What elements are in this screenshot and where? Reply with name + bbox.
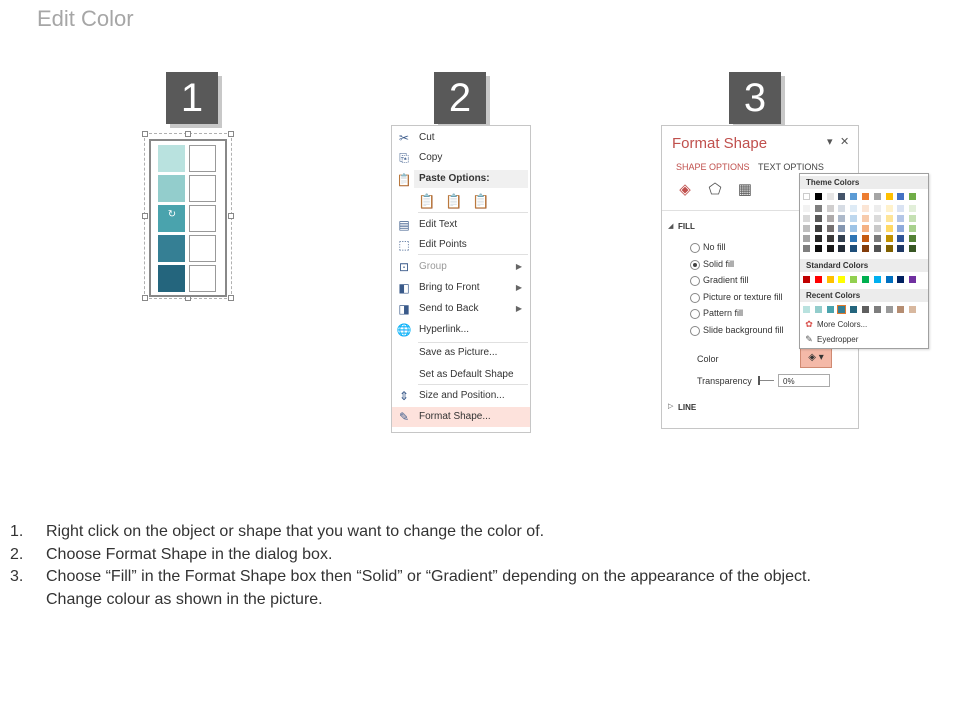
fill-option-label[interactable]: Solid fill bbox=[703, 258, 735, 269]
paste-merge-icon[interactable]: 📋 bbox=[445, 193, 463, 209]
paste-keep-formatting-icon[interactable]: 📋 bbox=[418, 193, 436, 209]
shape-cell-colored[interactable] bbox=[158, 145, 185, 172]
recent-color-swatch[interactable] bbox=[886, 306, 893, 313]
resize-handle[interactable] bbox=[185, 131, 191, 137]
list-item-number: 2. bbox=[10, 545, 24, 563]
standard-color-swatch[interactable] bbox=[850, 276, 857, 283]
resize-handle[interactable] bbox=[142, 295, 148, 301]
theme-shade-swatch[interactable] bbox=[815, 215, 822, 222]
recent-color-swatch[interactable] bbox=[862, 306, 869, 313]
standard-colors-header: Standard Colors bbox=[800, 259, 928, 272]
standard-color-swatch[interactable] bbox=[886, 276, 893, 283]
theme-color-swatch[interactable] bbox=[886, 193, 893, 200]
menu-item-edit-points[interactable] bbox=[392, 235, 530, 255]
fill-option-label[interactable]: Picture or texture fill bbox=[703, 291, 783, 302]
fill-line-icon[interactable]: ◈ bbox=[679, 181, 691, 198]
submenu-arrow-icon: ▶ bbox=[515, 304, 522, 313]
theme-shade-swatch[interactable] bbox=[886, 215, 893, 222]
fill-radio[interactable] bbox=[690, 309, 700, 319]
fill-color-button[interactable]: ◈ ▾ bbox=[800, 348, 832, 368]
theme-shade-swatch[interactable] bbox=[803, 215, 810, 222]
pane-options-icon[interactable]: ▾ bbox=[827, 136, 833, 148]
theme-colors-header: Theme Colors bbox=[800, 176, 928, 189]
theme-shade-swatch[interactable] bbox=[897, 215, 904, 222]
theme-shade-swatch[interactable] bbox=[886, 205, 893, 212]
menu-item-label: Hyperlink... bbox=[419, 324, 470, 335]
menu-item-label: Edit Text bbox=[419, 219, 458, 230]
theme-shade-swatch[interactable] bbox=[862, 215, 869, 222]
theme-shade-swatch[interactable] bbox=[874, 205, 881, 212]
transparency-label: Transparency bbox=[697, 376, 752, 386]
theme-shade-swatch[interactable] bbox=[827, 245, 834, 252]
theme-shade-swatch[interactable] bbox=[850, 215, 857, 222]
list-item-number: 3. bbox=[10, 568, 24, 585]
theme-shade-swatch[interactable] bbox=[838, 205, 845, 212]
shape-grid bbox=[149, 139, 227, 297]
color-label: Color bbox=[697, 354, 719, 364]
menu-item-bring-to-front[interactable] bbox=[392, 278, 530, 298]
theme-shade-swatch[interactable] bbox=[850, 205, 857, 212]
list-item bbox=[10, 521, 950, 544]
theme-shade-swatch[interactable] bbox=[862, 205, 869, 212]
theme-shade-swatch[interactable] bbox=[850, 225, 857, 232]
effects-icon[interactable]: ⬠ bbox=[708, 181, 722, 198]
menu-item-format-shape[interactable] bbox=[392, 407, 530, 427]
theme-color-swatch[interactable] bbox=[850, 193, 857, 200]
menu-item-size-and-position[interactable] bbox=[392, 386, 530, 406]
instructions-list bbox=[10, 521, 950, 611]
menu-separator bbox=[418, 342, 528, 343]
more-colors-link[interactable]: More Colors... bbox=[817, 320, 868, 329]
theme-shade-swatch[interactable] bbox=[862, 225, 869, 232]
list-item-text: Right click on the object or shape that you want to change the color of. bbox=[46, 523, 545, 540]
fill-option-label[interactable]: Gradient fill bbox=[703, 275, 749, 285]
standard-color-swatch[interactable] bbox=[897, 276, 904, 283]
send-back-icon: ◨ bbox=[398, 302, 410, 316]
theme-shade-swatch[interactable] bbox=[886, 225, 893, 232]
theme-shade-swatch[interactable] bbox=[827, 235, 834, 242]
menu-item-label: Format Shape... bbox=[419, 411, 491, 422]
color-palette bbox=[799, 173, 929, 349]
theme-shade-swatch[interactable] bbox=[897, 205, 904, 212]
theme-shade-swatch[interactable] bbox=[850, 245, 857, 252]
theme-shade-swatch[interactable] bbox=[838, 225, 845, 232]
menu-item-group[interactable] bbox=[392, 257, 530, 277]
resize-handle[interactable] bbox=[228, 295, 234, 301]
theme-shade-swatch[interactable] bbox=[803, 245, 810, 252]
transparency-input[interactable]: 0% bbox=[778, 374, 830, 387]
resize-handle[interactable] bbox=[228, 213, 234, 219]
submenu-arrow-icon: ▶ bbox=[515, 262, 522, 271]
list-item-number: 1. bbox=[10, 523, 24, 540]
group-icon: ⊡ bbox=[398, 260, 410, 274]
step-2-badge: 2 bbox=[434, 72, 486, 124]
rotate-handle-icon[interactable]: ↻ bbox=[167, 209, 177, 220]
paste-options-header: Paste Options: bbox=[414, 170, 528, 188]
shape-cell-blank[interactable] bbox=[189, 205, 216, 232]
bring-front-icon: ◧ bbox=[398, 281, 410, 295]
theme-shade-swatch[interactable] bbox=[874, 245, 881, 252]
theme-shade-swatch[interactable] bbox=[862, 245, 869, 252]
menu-item-label: Bring to Front bbox=[419, 282, 480, 293]
theme-color-swatch[interactable] bbox=[838, 193, 845, 200]
tab-shape-options[interactable]: SHAPE OPTIONS bbox=[676, 162, 750, 172]
resize-handle[interactable] bbox=[228, 131, 234, 137]
theme-shade-swatch[interactable] bbox=[838, 215, 845, 222]
theme-shade-swatch[interactable] bbox=[909, 225, 916, 232]
step-1-badge: 1 bbox=[166, 72, 218, 124]
recent-color-swatch[interactable] bbox=[850, 306, 857, 313]
scissors-icon: ✂ bbox=[398, 131, 410, 145]
theme-shade-swatch[interactable] bbox=[909, 215, 916, 222]
recent-color-swatch[interactable] bbox=[897, 306, 904, 313]
selected-shape-group[interactable] bbox=[144, 133, 232, 299]
resize-handle[interactable] bbox=[142, 213, 148, 219]
list-item-text: Choose “Fill” in the Format Shape box then “Solid” or “Gradient” depending on the appearance of the object. bbox=[46, 568, 811, 585]
fill-section-header[interactable]: FILL bbox=[678, 222, 695, 231]
menu-item-label: Edit Points bbox=[419, 239, 467, 250]
step-3-badge: 3 bbox=[729, 72, 781, 124]
theme-shade-swatch[interactable] bbox=[874, 235, 881, 242]
standard-color-swatch[interactable] bbox=[874, 276, 881, 283]
list-item bbox=[10, 589, 950, 612]
theme-shade-swatch[interactable] bbox=[815, 245, 822, 252]
theme-color-swatch[interactable] bbox=[874, 193, 881, 200]
edit-text-icon: ▤ bbox=[398, 218, 410, 232]
theme-shade-swatch[interactable] bbox=[909, 205, 916, 212]
copy-icon: ⎘ bbox=[399, 151, 409, 165]
theme-shade-swatch[interactable] bbox=[874, 225, 881, 232]
shape-cell-blank[interactable] bbox=[189, 235, 216, 262]
theme-shade-swatch[interactable] bbox=[815, 205, 822, 212]
standard-color-swatch[interactable] bbox=[827, 276, 834, 283]
theme-color-swatch[interactable] bbox=[815, 193, 822, 200]
theme-shade-swatch[interactable] bbox=[827, 205, 834, 212]
theme-shade-swatch[interactable] bbox=[803, 205, 810, 212]
shape-cell-colored[interactable] bbox=[158, 265, 185, 292]
theme-shade-swatch[interactable] bbox=[838, 245, 845, 252]
theme-shade-swatch[interactable] bbox=[909, 245, 916, 252]
slide-title: Edit Color bbox=[37, 6, 134, 31]
theme-shade-swatch[interactable] bbox=[886, 245, 893, 252]
menu-item-label: Send to Back bbox=[419, 303, 479, 314]
theme-shade-swatch[interactable] bbox=[815, 225, 822, 232]
menu-item-label: Size and Position... bbox=[419, 390, 505, 401]
recent-color-swatch[interactable] bbox=[838, 306, 845, 313]
menu-item-edit-text[interactable] bbox=[392, 215, 530, 235]
fill-option-label[interactable]: No fill bbox=[703, 242, 726, 252]
recent-color-swatch[interactable] bbox=[909, 306, 916, 313]
resize-handle[interactable] bbox=[142, 131, 148, 137]
paste-picture-icon[interactable]: 📋 bbox=[472, 193, 490, 209]
menu-separator bbox=[418, 254, 528, 255]
theme-shade-swatch[interactable] bbox=[909, 235, 916, 242]
theme-shade-swatch[interactable] bbox=[827, 215, 834, 222]
menu-item-label: Set as Default Shape bbox=[419, 369, 514, 380]
collapse-icon[interactable]: ◢ bbox=[668, 223, 674, 230]
recent-color-swatch[interactable] bbox=[803, 306, 810, 313]
theme-shade-swatch[interactable] bbox=[803, 235, 810, 242]
list-item bbox=[10, 566, 950, 589]
theme-color-swatch[interactable] bbox=[803, 193, 810, 200]
shape-cell-colored[interactable] bbox=[158, 175, 185, 202]
menu-separator bbox=[418, 384, 528, 385]
format-shape-icon: ✎ bbox=[398, 410, 410, 424]
menu-item-set-as-default-shape[interactable] bbox=[392, 365, 530, 385]
list-item-text: Change colour as shown in the picture. bbox=[46, 590, 323, 608]
theme-shade-swatch[interactable] bbox=[897, 245, 904, 252]
edit-points-icon: ⬚ bbox=[398, 238, 410, 252]
shape-cell-blank[interactable] bbox=[189, 175, 216, 202]
menu-item-cut[interactable] bbox=[392, 128, 530, 148]
standard-color-swatch[interactable] bbox=[803, 276, 810, 283]
theme-color-swatch[interactable] bbox=[862, 193, 869, 200]
recent-color-swatch[interactable] bbox=[874, 306, 881, 313]
fill-radio[interactable] bbox=[690, 260, 700, 270]
theme-shade-swatch[interactable] bbox=[897, 235, 904, 242]
shape-cell-blank[interactable] bbox=[189, 265, 216, 292]
size-properties-icon[interactable]: ▦ bbox=[737, 181, 753, 198]
eyedropper-link[interactable]: Eyedropper bbox=[817, 335, 859, 344]
more-colors-icon: ✿ bbox=[805, 319, 813, 329]
theme-shade-swatch[interactable] bbox=[897, 225, 904, 232]
tab-text-options[interactable]: TEXT OPTIONS bbox=[758, 162, 824, 172]
fill-option-label[interactable]: Slide background fill bbox=[703, 324, 784, 335]
shape-cell-colored[interactable] bbox=[158, 235, 185, 262]
size-position-icon: ⇕ bbox=[398, 389, 410, 403]
menu-item-label: Cut bbox=[419, 132, 435, 143]
shape-cell-blank[interactable] bbox=[189, 145, 216, 172]
context-menu bbox=[391, 125, 531, 433]
theme-color-swatch[interactable] bbox=[909, 193, 916, 200]
recent-colors-header: Recent Colors bbox=[800, 289, 928, 302]
close-icon[interactable]: ✕ bbox=[840, 136, 850, 148]
menu-item-send-to-back[interactable] bbox=[392, 299, 530, 319]
menu-item-label: Copy bbox=[419, 152, 443, 163]
fill-radio[interactable] bbox=[690, 276, 700, 286]
expand-icon[interactable]: ▷ bbox=[668, 403, 674, 410]
theme-shade-swatch[interactable] bbox=[838, 235, 845, 242]
standard-color-swatch[interactable] bbox=[815, 276, 822, 283]
standard-color-swatch[interactable] bbox=[909, 276, 916, 283]
pane-title: Format Shape bbox=[672, 135, 768, 152]
fill-radio[interactable] bbox=[690, 326, 700, 336]
transparency-slider-thumb[interactable] bbox=[758, 376, 760, 385]
submenu-arrow-icon: ▶ bbox=[515, 283, 522, 292]
menu-item-label: Save as Picture... bbox=[419, 347, 498, 358]
theme-shade-swatch[interactable] bbox=[815, 235, 822, 242]
theme-shade-swatch[interactable] bbox=[862, 235, 869, 242]
paste-icon: 📋 bbox=[396, 173, 412, 187]
standard-color-swatch[interactable] bbox=[862, 276, 869, 283]
transparency-slider[interactable] bbox=[758, 380, 774, 381]
menu-item-label: Group bbox=[419, 261, 447, 272]
line-section-header[interactable]: LINE bbox=[678, 403, 697, 412]
theme-color-swatch[interactable] bbox=[827, 193, 834, 200]
list-item-text: Choose Format Shape in the dialog box. bbox=[46, 545, 333, 563]
standard-color-swatch[interactable] bbox=[838, 276, 845, 283]
recent-color-swatch[interactable] bbox=[827, 306, 834, 313]
theme-shade-swatch[interactable] bbox=[886, 235, 893, 242]
theme-shade-swatch[interactable] bbox=[850, 235, 857, 242]
recent-color-swatch[interactable] bbox=[815, 306, 822, 313]
eyedropper-icon: ✎ bbox=[805, 334, 813, 344]
fill-radio[interactable] bbox=[690, 293, 700, 303]
theme-shade-swatch[interactable] bbox=[803, 225, 810, 232]
menu-item-copy[interactable] bbox=[392, 148, 530, 168]
list-item bbox=[10, 544, 950, 567]
fill-option-label[interactable]: Pattern fill bbox=[703, 308, 744, 318]
theme-color-swatch[interactable] bbox=[897, 193, 904, 200]
menu-item-save-as-picture[interactable] bbox=[392, 343, 530, 363]
menu-item-hyperlink[interactable] bbox=[392, 320, 530, 340]
menu-separator bbox=[418, 212, 528, 213]
theme-shade-swatch[interactable] bbox=[874, 215, 881, 222]
theme-shade-swatch[interactable] bbox=[827, 225, 834, 232]
hyperlink-icon: 🌐 bbox=[396, 323, 412, 337]
fill-radio[interactable] bbox=[690, 243, 700, 253]
